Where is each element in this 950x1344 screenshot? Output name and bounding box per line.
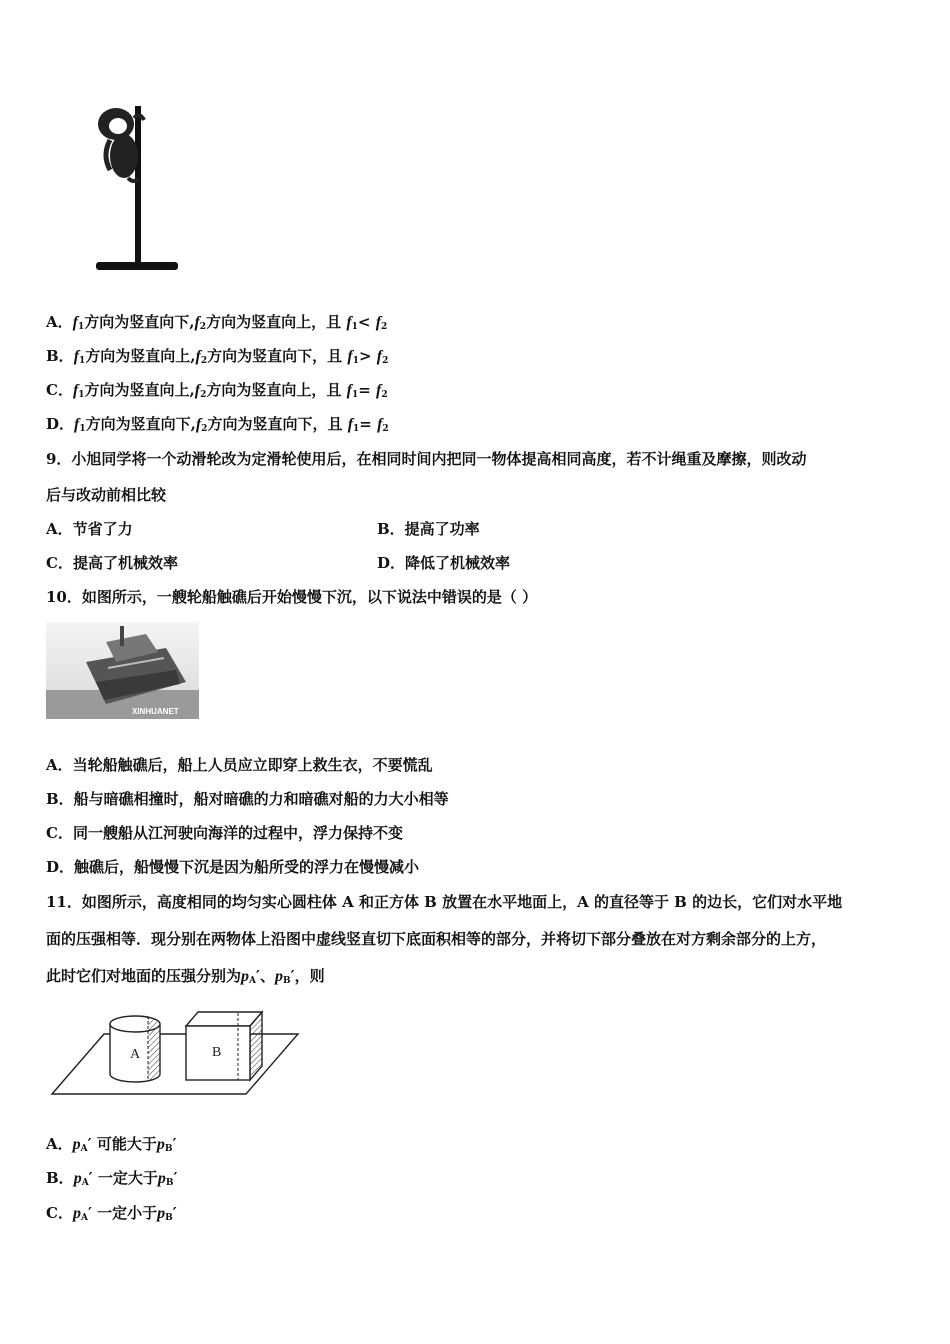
subscript: 1 <box>78 390 85 400</box>
f-symbol: f <box>346 382 352 399</box>
q10-option-c: C．同一艘船从江河驶向海洋的过程中，浮力保持不变 <box>46 824 403 842</box>
f-symbol: f <box>346 314 352 331</box>
q10-stem: 10．如图所示，一艘轮船触礁后开始慢慢下沉，以下说法中错误的是（ ） <box>46 588 538 606</box>
q8-option-b <box>46 346 388 371</box>
subscript: B <box>165 1213 173 1223</box>
subscript: 1 <box>79 424 86 434</box>
subscript: 2 <box>201 424 208 434</box>
option-label: A． <box>46 313 73 331</box>
q11-stem-line1: 11．如图所示，高度相同的均匀实心圆柱体 A 和正方体 B 放置在水平地面上，A 的直径等于 B 的边长，它们对水平地 <box>46 893 843 911</box>
q9-option-b: B．提高了功率 <box>377 520 480 538</box>
stem-text: 、 <box>259 967 275 985</box>
subscript: B <box>165 1178 174 1188</box>
subscript: 2 <box>382 356 389 366</box>
p-symbol: p <box>72 1136 81 1153</box>
option-text: 方向为竖直向上，且 <box>206 381 342 399</box>
subscript: 1 <box>353 424 360 434</box>
f-symbol: f <box>74 416 80 433</box>
relation: 一定小于 <box>97 1204 158 1222</box>
q11-stem-line3 <box>46 966 325 991</box>
relation: = <box>358 381 371 399</box>
subscript: B <box>164 1144 173 1154</box>
subscript: 2 <box>382 424 389 434</box>
relation: < <box>357 313 371 331</box>
q10-option-b: B．船与暗礁相撞时，船对暗礁的力和暗礁对船的力大小相等 <box>46 790 449 808</box>
option-text: 方向为竖直向下，且 <box>207 347 343 365</box>
q9-option-a: A．节省了力 <box>46 520 133 538</box>
q11-stem-line2: 面的压强相等．现分别在两物体上沿图中虚线竖直切下底面积相等的部分，并将切下部分叠放在对方剩余部分的上方， <box>46 930 827 948</box>
relation: 可能大于 <box>96 1135 157 1153</box>
stem-text: 此时它们对地面的压强分别为 <box>46 967 242 985</box>
prime: ′ <box>256 967 260 985</box>
q8-option-c <box>46 380 388 405</box>
q11-option-b <box>46 1168 177 1193</box>
f-symbol: f <box>194 314 200 331</box>
f-symbol: f <box>376 382 382 399</box>
option-label: C． <box>46 1204 73 1222</box>
subscript: 1 <box>351 322 358 332</box>
p-symbol: p <box>72 1205 81 1222</box>
prime: ′ <box>173 1169 178 1187</box>
f-symbol: f <box>195 348 201 365</box>
cube-label: B <box>212 1045 222 1060</box>
relation: > <box>358 347 372 365</box>
option-label: C． <box>46 381 73 399</box>
prime: ′ <box>172 1135 177 1153</box>
q9-stem-line2: 后与改动前相比较 <box>46 486 167 504</box>
cylinder-cube-figure <box>48 1006 304 1098</box>
subscript: A <box>249 976 256 986</box>
relation: = <box>359 415 372 433</box>
q8-option-d <box>46 414 389 439</box>
q11-option-a <box>46 1134 176 1159</box>
subscript: 1 <box>79 356 86 366</box>
option-label: B． <box>46 347 74 365</box>
option-label: B． <box>46 1169 74 1187</box>
q10-option-a: A．当轮船触礁后，船上人员应立即穿上救生衣，不要慌乱 <box>46 756 433 774</box>
cylinder-label: A <box>130 1047 141 1062</box>
subscript: 2 <box>200 390 207 400</box>
subscript: 2 <box>381 390 388 400</box>
p-symbol: p <box>73 1170 82 1187</box>
q9-option-c: C．提高了机械效率 <box>46 554 178 572</box>
subscript: 1 <box>352 356 359 366</box>
subscript: A <box>81 1178 89 1188</box>
option-label: A． <box>46 1135 73 1153</box>
f-symbol: f <box>376 348 383 365</box>
f-symbol: f <box>347 416 354 433</box>
monkey-pole-figure <box>88 100 188 278</box>
p-symbol: p <box>274 968 283 985</box>
subscript: A <box>80 1144 88 1154</box>
option-text: 方向为竖直向上, <box>85 347 196 365</box>
option-label: D． <box>46 415 75 433</box>
p-symbol: p <box>157 1205 166 1222</box>
option-text: 方向为竖直向下，且 <box>207 415 343 433</box>
f-symbol: f <box>194 382 201 399</box>
subscript: 1 <box>351 390 359 400</box>
f-symbol: f <box>72 314 78 331</box>
p-symbol: p <box>157 1170 166 1187</box>
f-symbol: f <box>195 416 202 433</box>
subscript: A <box>80 1213 88 1223</box>
q9-option-d: D．降低了机械效率 <box>377 554 511 572</box>
subscript: B <box>282 976 291 986</box>
relation: 一定大于 <box>97 1169 158 1187</box>
prime: ′ <box>88 1169 93 1187</box>
f-symbol: f <box>375 314 382 331</box>
prime: ′ <box>87 1135 92 1153</box>
f-symbol: f <box>377 416 383 433</box>
q8-option-a <box>46 312 387 337</box>
prime: ′ <box>172 1204 177 1222</box>
prime: ′ <box>87 1204 92 1222</box>
option-text: 方向为竖直向上, <box>84 381 195 399</box>
prime: ′ <box>290 967 295 985</box>
photo-watermark: XINHUANET <box>132 707 179 716</box>
option-text: 方向为竖直向下, <box>85 415 196 433</box>
option-text: 方向为竖直向下, <box>84 313 195 331</box>
q11-option-c <box>46 1203 177 1228</box>
p-symbol: p <box>241 968 250 985</box>
subscript: 2 <box>381 322 388 332</box>
subscript: 1 <box>77 322 85 332</box>
f-symbol: f <box>72 382 79 399</box>
q9-stem-line1: 9．小旭同学将一个动滑轮改为定滑轮使用后，在相同时间内把同一物体提高相同高度，若不计绳重及摩擦，则改动 <box>46 450 807 468</box>
f-symbol: f <box>347 348 353 365</box>
option-text: 方向为竖直向上，且 <box>206 313 342 331</box>
subscript: 2 <box>200 356 208 366</box>
f-symbol: f <box>73 348 80 365</box>
sinking-ship-photo <box>46 622 199 719</box>
stem-text: ，则 <box>294 967 325 985</box>
p-symbol: p <box>156 1136 165 1153</box>
subscript: 2 <box>199 322 207 332</box>
q10-option-d: D．触礁后，船慢慢下沉是因为船所受的浮力在慢慢减小 <box>46 858 420 876</box>
